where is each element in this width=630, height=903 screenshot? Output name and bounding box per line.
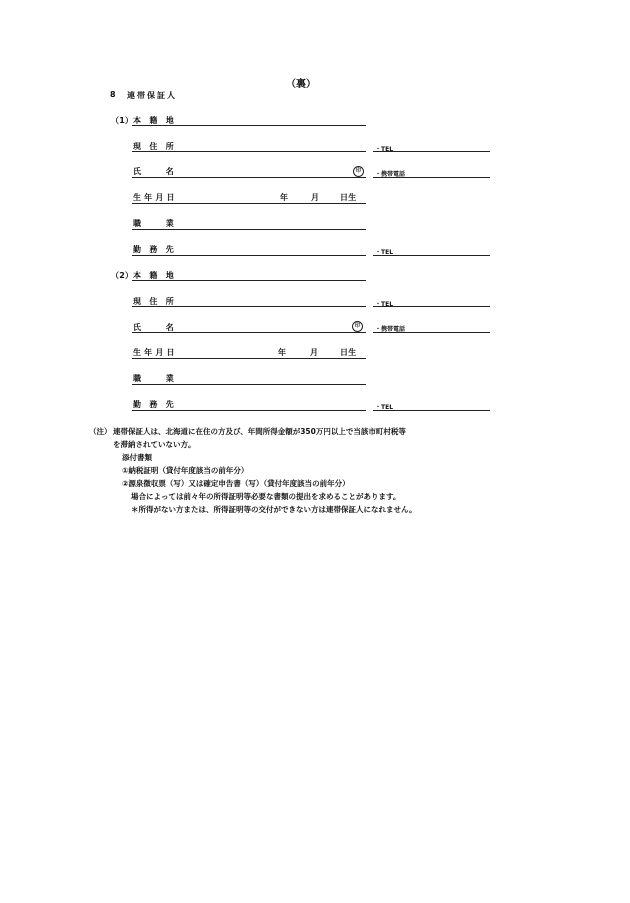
guarantor-1-seal-icon: 印 bbox=[353, 166, 364, 177]
guarantor-1-tel-field[interactable] bbox=[373, 151, 490, 152]
guarantor-2-mobile-field[interactable] bbox=[373, 332, 490, 333]
guarantor-1-mobile-field[interactable] bbox=[373, 177, 490, 178]
guarantor-2-address-field[interactable] bbox=[132, 306, 366, 307]
guarantor-2-tel-field[interactable] bbox=[373, 306, 490, 307]
guarantor-2-name-field[interactable] bbox=[132, 332, 366, 333]
guarantor-1-number: （1） bbox=[111, 116, 134, 125]
guarantor-2-birth-field[interactable] bbox=[132, 358, 366, 359]
guarantor-2-honseki-label: 本 籍 地 bbox=[133, 271, 174, 280]
guarantor-1-tel-label: ・TEL bbox=[375, 146, 394, 153]
guarantor-2-work-tel-label: ・TEL bbox=[375, 404, 394, 411]
guarantor-2-name-label: 氏 名 bbox=[133, 323, 174, 332]
page-title: （裏） bbox=[286, 79, 316, 90]
guarantor-1-work-tel-field[interactable] bbox=[373, 255, 490, 256]
guarantor-1-workplace-field[interactable] bbox=[132, 255, 366, 256]
notes-line-3: 添付書類 bbox=[122, 453, 152, 462]
guarantor-1-workplace-label: 勤 務 先 bbox=[133, 245, 174, 254]
guarantor-2-number: （2） bbox=[111, 271, 134, 280]
guarantor-1-occupation-field[interactable] bbox=[132, 229, 366, 230]
guarantor-1-month-label: 月 bbox=[311, 193, 320, 202]
section-number: 8 bbox=[110, 90, 116, 99]
guarantor-1-day-label: 日生 bbox=[340, 193, 357, 202]
notes-line-2: を滞納されていない方。 bbox=[113, 440, 196, 449]
notes-line-5: ②源泉徴収票（写）又は確定申告書（写）（貸付年度該当の前年分） bbox=[122, 479, 350, 488]
guarantor-2-work-tel-field[interactable] bbox=[373, 410, 490, 411]
guarantor-1-mobile-label: ・携帯電話 bbox=[375, 171, 406, 178]
guarantor-2-mobile-label: ・携帯電話 bbox=[375, 326, 406, 333]
notes-line-4: ①納税証明（貸付年度該当の前年分） bbox=[122, 466, 249, 475]
guarantor-1-name-label: 氏 名 bbox=[133, 167, 174, 176]
guarantor-1-work-tel-label: ・TEL bbox=[375, 249, 394, 256]
section-title: 連帯保証人 bbox=[127, 91, 177, 100]
guarantor-1-occupation-label: 職 業 bbox=[133, 219, 174, 228]
guarantor-2-seal-icon: 印 bbox=[352, 321, 363, 332]
guarantor-2-occupation-label: 職 業 bbox=[133, 374, 174, 383]
guarantor-2-year-label: 年 bbox=[278, 348, 287, 357]
guarantor-1-name-field[interactable] bbox=[132, 177, 366, 178]
guarantor-2-honseki-field[interactable] bbox=[132, 280, 366, 281]
guarantor-1-honseki-label: 本 籍 地 bbox=[133, 116, 174, 125]
notes-line-7: ＊所得がない方または、所得証明等の交付ができない方は連帯保証人になれません。 bbox=[131, 505, 417, 514]
guarantor-2-month-label: 月 bbox=[310, 348, 319, 357]
guarantor-1-address-label: 現 住 所 bbox=[133, 142, 174, 151]
notes-line-1: 連帯保証人は、北海道に在住の方及び、年間所得金額が350万円以上で当該市町村税等 bbox=[113, 427, 406, 436]
guarantor-1-birth-field[interactable] bbox=[132, 203, 366, 204]
guarantor-2-workplace-label: 勤 務 先 bbox=[133, 400, 174, 409]
guarantor-2-day-label: 日生 bbox=[340, 348, 357, 357]
guarantor-1-birth-label: 生 年 月 日 bbox=[133, 193, 175, 202]
guarantor-2-tel-label: ・TEL bbox=[375, 301, 394, 308]
guarantor-1-year-label: 年 bbox=[280, 193, 289, 202]
guarantor-2-address-label: 現 住 所 bbox=[133, 297, 174, 306]
guarantor-1-honseki-field[interactable] bbox=[132, 125, 366, 126]
guarantor-2-occupation-field[interactable] bbox=[132, 384, 366, 385]
notes-label: （注） bbox=[89, 427, 112, 436]
guarantor-2-workplace-field[interactable] bbox=[132, 410, 366, 411]
notes-line-6: 場合によっては前々年の所得証明等必要な書類の提出を求めることがあります。 bbox=[131, 492, 401, 501]
guarantor-2-birth-label: 生 年 月 日 bbox=[133, 348, 175, 357]
guarantor-1-address-field[interactable] bbox=[132, 151, 366, 152]
